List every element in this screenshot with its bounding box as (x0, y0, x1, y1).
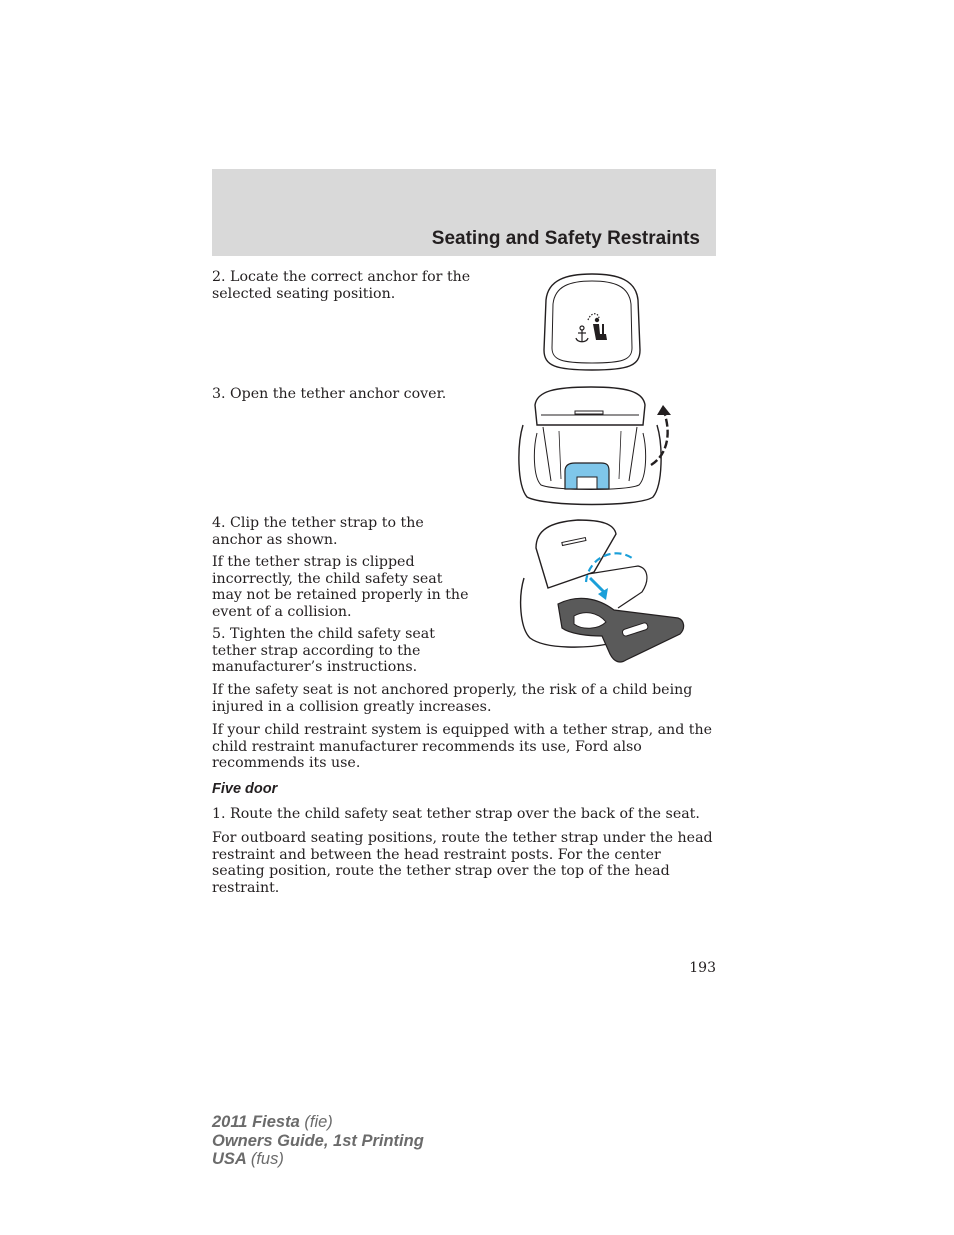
footer-line-2: Owners Guide, 1st Printing (212, 1131, 424, 1150)
step-2-text: 2. Locate the correct anchor for the selected seating position. (212, 269, 471, 302)
clip-warning-text: If the tether strap is clipped incorrectly, the child safety seat may not be retained properly in the event of a collision. (212, 554, 469, 620)
footer-line-3: USA (fus) (212, 1150, 284, 1168)
section-title: Seating and Safety Restraints (431, 228, 700, 249)
tether-anchor-cover-illustration (536, 270, 648, 374)
outboard-paragraph: For outboard seating positions, route the tether strap under the head restraint and between the head restraint posts. For the center seating position, route the tether strap over the top of the head restraint. (212, 830, 713, 896)
footer (212, 1113, 424, 1169)
open-anchor-cover-illustration (515, 385, 677, 509)
footer-line-1: 2011 Fiesta (fie) (212, 1113, 333, 1131)
anchored-paragraph: If the safety seat is not anchored properly, the risk of a child being injured in a collision greatly increases. (212, 682, 693, 715)
five-door-heading: Five door (212, 781, 278, 797)
clip-tether-strap-illustration (518, 518, 688, 664)
section-header-band (212, 169, 716, 256)
step-3-text: 3. Open the tether anchor cover. (212, 386, 447, 402)
page-number: 193 (689, 960, 716, 976)
step-5-text: 5. Tighten the child safety seat tether strap according to the manufacturer’s instructions. (212, 626, 435, 675)
five-door-step-1: 1. Route the child safety seat tether strap over the back of the seat. (212, 806, 700, 822)
recommend-paragraph: If your child restraint system is equipped with a tether strap, and the child restraint manufacturer recommends its use, Ford also recommends its use. (212, 722, 713, 771)
step-4-text: 4. Clip the tether strap to the anchor as shown. (212, 515, 424, 548)
